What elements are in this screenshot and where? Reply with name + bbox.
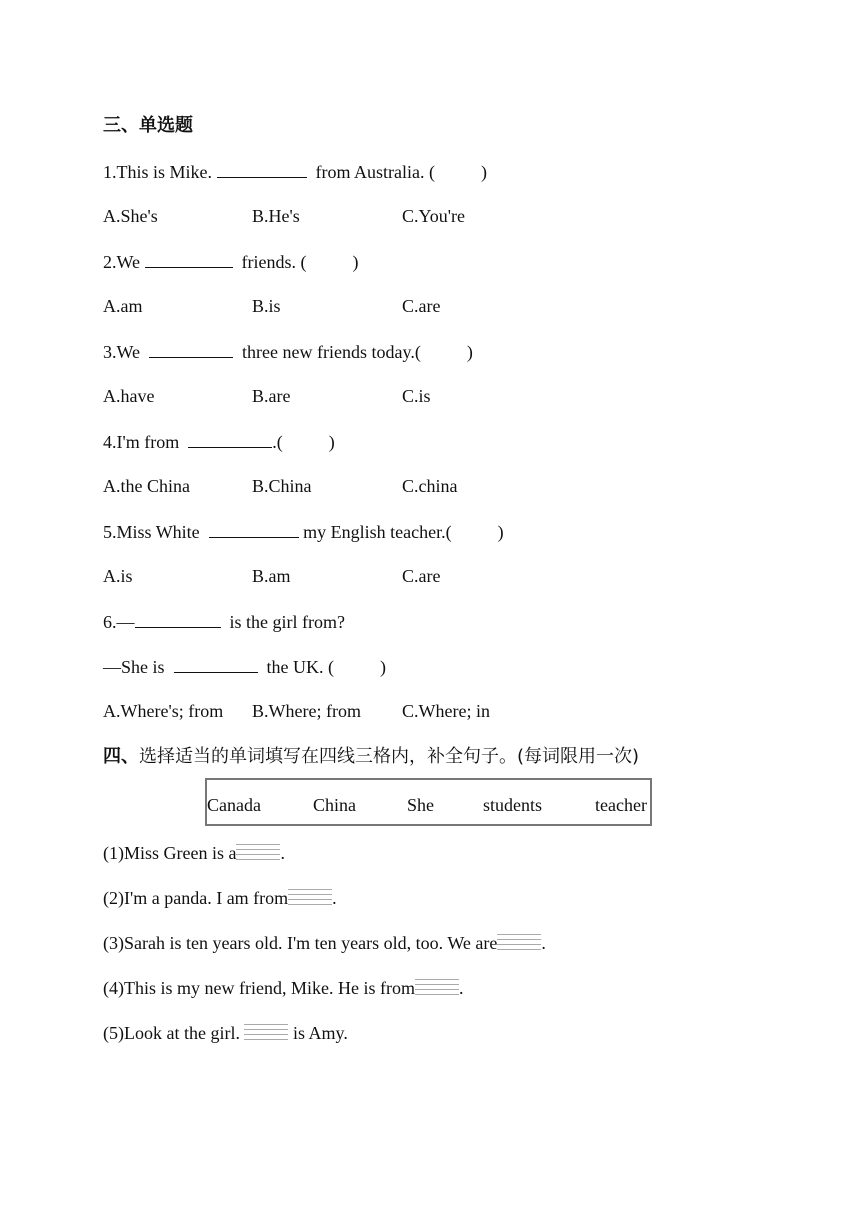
option-b[interactable]: B.are [252, 386, 291, 406]
section-4-instructions: 选择适当的单词填写在四线三格内，补全句子。(每词限用一次) [139, 746, 640, 767]
answer-blank[interactable] [149, 339, 233, 358]
question-1 [103, 159, 487, 184]
sentence-3 [103, 931, 546, 955]
word-bank-item: China [313, 795, 356, 815]
word-bank-item: students [483, 795, 543, 815]
option-b[interactable]: B.China [252, 476, 312, 496]
word-bank-item: teacher [595, 795, 647, 815]
option-b[interactable]: B.Where; from [252, 701, 361, 721]
sentence-1 [103, 841, 285, 865]
option-a[interactable]: A.Where's; from [103, 701, 224, 721]
sentence-text: . [332, 888, 337, 908]
question-text: 2.We [103, 252, 141, 272]
option-a[interactable]: A.am [103, 296, 143, 316]
sentence-text: (1)Miss Green is a [103, 843, 237, 863]
question-6-line-1 [103, 609, 345, 634]
answer-blank[interactable] [135, 609, 221, 628]
question-text: 3.We [103, 342, 141, 362]
question-text: the UK. ( [266, 657, 334, 677]
word-bank-item: She [407, 795, 434, 815]
sentence-2 [103, 886, 337, 910]
four-line-grid[interactable] [415, 978, 459, 996]
word-bank [205, 778, 652, 826]
sentence-text: (2)I'm a panda. I am from [103, 888, 289, 908]
section-3-title: 三、单选题 [103, 115, 193, 136]
question-2 [103, 249, 359, 274]
section-4-number: 四、 [103, 746, 139, 767]
question-4 [103, 429, 335, 454]
question-text: 4.I'm from [103, 432, 180, 452]
option-c[interactable]: C.china [402, 476, 458, 496]
four-line-grid[interactable] [497, 933, 541, 951]
question-text: ) [328, 432, 335, 452]
answer-blank[interactable] [174, 654, 258, 673]
question-text: 6.— [103, 612, 135, 632]
option-b[interactable]: B.am [252, 566, 291, 586]
four-line-grid[interactable] [244, 1023, 288, 1041]
answer-blank[interactable] [145, 249, 233, 268]
answer-blank[interactable] [217, 159, 307, 178]
option-b[interactable]: B.is [252, 296, 281, 316]
option-a[interactable]: A.the China [103, 476, 190, 496]
section-4-title [103, 744, 639, 769]
question-text: friends. ( [241, 252, 307, 272]
sentence-text: . [280, 843, 285, 863]
question-text: 5.Miss White [103, 522, 200, 542]
question-text: ) [481, 162, 487, 182]
word-bank-item: Canada [207, 795, 261, 815]
question-text: from Australia. ( [315, 162, 435, 182]
answer-blank[interactable] [209, 519, 299, 538]
option-c[interactable]: C.You're [402, 206, 465, 226]
question-text: ) [466, 342, 473, 362]
question-text: three new friends today.( [242, 342, 421, 362]
four-line-grid[interactable] [236, 843, 280, 861]
question-text: is the girl from? [229, 612, 345, 632]
option-c[interactable]: C.Where; in [402, 701, 490, 721]
question-text: ) [380, 657, 386, 677]
question-5 [103, 519, 504, 544]
option-a[interactable]: A.She's [103, 206, 158, 226]
four-line-grid[interactable] [288, 888, 332, 906]
sentence-text: (4)This is my new friend, Mike. He is from [103, 978, 415, 998]
question-text: ) [352, 252, 359, 272]
sentence-text: (5)Look at the girl. [103, 1023, 240, 1043]
question-text: 1.This is Mike. [103, 162, 213, 182]
option-a[interactable]: A.have [103, 386, 155, 406]
question-3 [103, 339, 473, 364]
question-text: —She is [103, 657, 165, 677]
option-c[interactable]: C.are [402, 296, 441, 316]
question-text: my English teacher.( [303, 522, 452, 542]
option-c[interactable]: C.is [402, 386, 431, 406]
answer-blank[interactable] [188, 429, 272, 448]
sentence-text: is Amy. [288, 1023, 348, 1043]
question-text: .( [272, 432, 283, 452]
sentence-text: . [541, 933, 546, 953]
question-6-line-2 [103, 654, 386, 679]
sentence-4 [103, 976, 463, 1000]
sentence-text: . [458, 978, 464, 998]
question-text: ) [497, 522, 504, 542]
sentence-text: (3)Sarah is ten years old. I'm ten years old, too. We are [103, 933, 498, 953]
option-c[interactable]: C.are [402, 566, 441, 586]
option-b[interactable]: B.He's [252, 206, 300, 226]
option-a[interactable]: A.is [103, 566, 133, 586]
sentence-5 [103, 1021, 348, 1045]
